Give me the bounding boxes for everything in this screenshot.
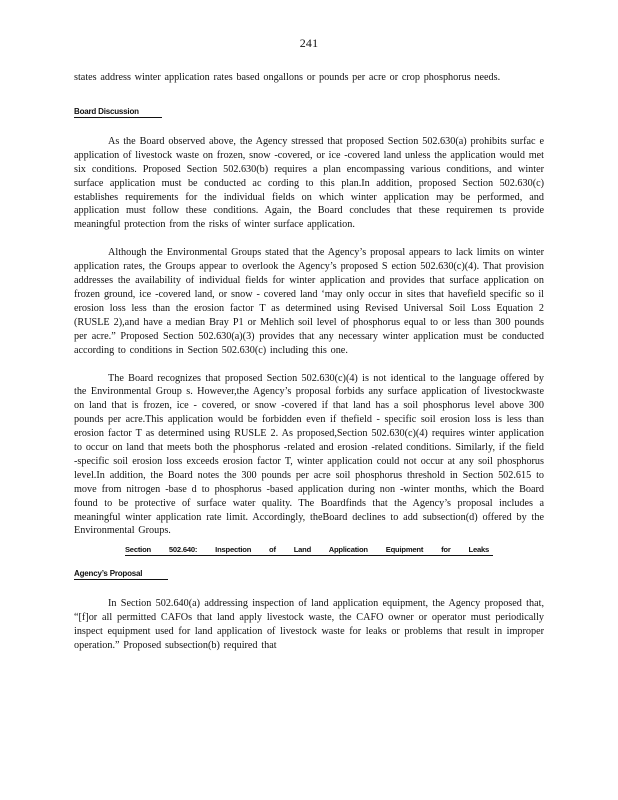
board-discussion-paragraph-1: As the Board observed above, the Agency stressed that proposed Section 502.630(a) prohibits surfac e application of livestock waste on frozen, snow -covered, or ice -covered land unless the application would met six conditions. Proposed Section 502.630(b) requires a plan encompassing various conditions, and winter surface application must be conducted ac cording to this plan.In addition, proposed Section 502.630(c) establishes requirements for the individual fields on which winter application may be performed, and application must follow these conditions. Again, the Board concludes that these requiremen ts provide meaningful protection from the risks of winter surface application. bbox=[74, 135, 544, 231]
page-content bbox=[74, 71, 544, 653]
board-discussion-paragraph-3: The Board recognizes that proposed Section 502.630(c)(4) is not identical to the language offered by the Environmental Group s. However,the Agency’s proposal forbids any surface application of livestockwaste on land that is frozen, ice - covered, or snow -covered if that land has a soil phosphorus level above 300 pounds per acre.This application would be forbidden even if thefield - specific soil erosion loss is less than erosion factor T as determined using RUSLE 2. As proposed,Section 502.630(c)(4) requires winter application to occur on land that meets both the phosphorus -related and erosion -related conditions. Similarly, if the field -specific soil erosion loss exceeds erosion factor T, winter application could not occur at any soil phosphorus level.In addition, the Board notes the 300 pounds per acre soil phosphorus threshold in Section 502.615 to move from nitrogen -base d to phosphorus -based application during non -winter months, which the Board found to be protective of surface water quality. The Boardfinds that the Agency’s proposal includes a meaningful winter application rate limit. Accordingly, theBoard declines to add subsection(d) offered by the Environmental Groups. bbox=[74, 372, 544, 537]
board-discussion-label-text: Board Discussion bbox=[74, 107, 162, 118]
board-discussion-label bbox=[74, 107, 544, 117]
agency-proposal-label bbox=[74, 569, 544, 579]
board-discussion-paragraph-2: Although the Environmental Groups stated that the Agency’s proposal appears to lack limits on winter application rates, the Groups appear to overlook the Agency’s proposed S ection 502.630(c)(4). That provision addresses the availability of individual fields for winter application and provides that surface application on frozen ground, ice -covered land, or snow - covered land ‘may only occur in sites that havefield specific so il erosion loss less than the erosion factor T as determined using Revised Universal Soil Loss Equation 2 (RUSLE 2),and have a median Bray P1 or Mehlich soil level of phosphorus equal to or less than 300 pounds per acre.” Proposed Section 502.630(a)(3) provides that any necessary winter application must be conducted according to conditions in Section 502.630(c) including this one. bbox=[74, 247, 544, 356]
page-number: 241 bbox=[299, 36, 319, 50]
agency-proposal-paragraph-1: In Section 502.640(a) addressing inspection of land application equipment, the Agency proposed that, “[f]or all permitted CAFOs that land apply livestock waste, the CAFO owner or operator must periodically inspect equipment used for land application of livestock waste for leaks or problems that result in improper operation.” Proposed subsection(b) required that bbox=[74, 598, 544, 652]
section-502-640-heading bbox=[74, 545, 544, 556]
intro-paragraph: states address winter application rates based ongallons or pounds per acre or crop phosphorus needs. bbox=[74, 72, 501, 83]
agency-proposal-label-text: Agency’s Proposal bbox=[74, 569, 168, 580]
section-502-640-heading-text: Section 502.640: Inspection of Land Application Equipment for Leaks bbox=[125, 545, 493, 556]
